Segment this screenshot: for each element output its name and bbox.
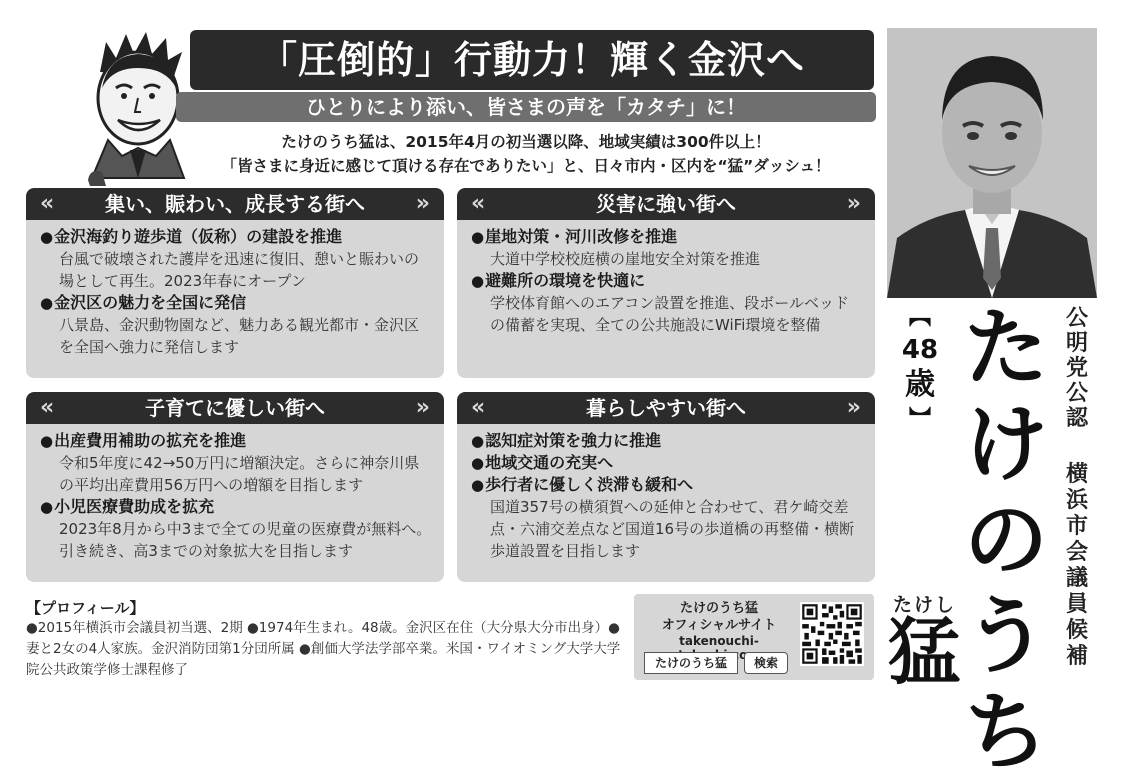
mascot-caricature (86, 28, 190, 188)
panel-title: 集い、賑わい、成長する街へ (105, 192, 365, 216)
bullet-icon: ● (40, 498, 54, 516)
policy-item-desc: 2023年8月から中3まで全ての児童の医療費が無料へ。引き続き、高3までの対象拡大を目指します (59, 520, 432, 560)
profile-text: ●2015年横浜市会議員初当選、2期 ●1974年生まれ。48歳。金沢区在住（大分県大分市出身）●妻と2女の4人家族。金沢消防団第1分団所属 ●創価大学法学部卒業。米国・ワイオミング大学大学院公共政策学修士課程修了 (26, 620, 621, 678)
bullet-icon: ● (471, 432, 485, 450)
policy-item-desc: 学校体育館へのエアコン設置を推進、段ボールベッドの備蓄を実現、全ての公共施設にWiFi環境を整備 (490, 294, 849, 334)
svg-text:︼: ︼ (908, 407, 932, 428)
bullet-icon: ● (40, 294, 54, 312)
age-number: 48 (901, 335, 939, 365)
chevron-left-icon: « (40, 395, 49, 420)
qr-code-icon[interactable] (800, 602, 864, 666)
policy-panel-childcare (26, 392, 444, 582)
chevron-left-icon: « (40, 191, 49, 216)
chevron-left-icon: « (471, 395, 480, 420)
policy-item-desc: 大道中学校校庭横の崖地安全対策を推進 (490, 250, 761, 268)
policy-item-title: ●小児医療費助成を拡充 (40, 497, 215, 516)
policy-item-desc: 令和5年度に42→50万円に増額決定。さらに神奈川県の平均出産費用56万円への増額を目指します (59, 454, 420, 494)
policy-item-title: ●避難所の環境を快適に (471, 271, 646, 290)
policy-item-desc: 台風で破壊された護岸を迅速に復旧、憩いと賑わいの場として再生。2023年春にオープン (59, 250, 420, 290)
bullet-icon: ● (471, 272, 485, 290)
policy-panel-living (457, 392, 875, 582)
bullet-icon: ● (40, 228, 54, 246)
svg-text:︻: ︻ (908, 308, 932, 330)
search-button[interactable]: 検索 (744, 652, 788, 674)
policy-item-title: ●地域交通の充実へ (471, 453, 614, 472)
subheadline-banner: ひとりにより添い、皆さまの声を「カタチ」に！ (176, 92, 876, 122)
intro-line-1: たけのうち猛は、2015年4月の初当選以降、地域実績は300件以上！ (281, 133, 771, 151)
policy-panel-gathering (26, 188, 444, 378)
site-url-link[interactable]: takenouchi- (679, 634, 759, 648)
policy-item-desc: 国道357号の横須賀への延伸と合わせて、君ケ崎交差点・六浦交差点など国道16号の歩道橋の再整備・横断歩道設置を目指します (490, 498, 855, 560)
intro-text (176, 130, 876, 178)
panel-header (26, 188, 444, 220)
policy-item-desc: 八景島、金沢動物園など、魅力ある観光都市・金沢区を全国へ強力に発信します (59, 316, 420, 356)
policy-item-title: ●歩行者に優しく渋滞も緩和へ (471, 475, 694, 494)
policy-item-title: ●認知症対策を強力に推進 (471, 431, 662, 450)
bullet-icon: ● (471, 476, 485, 494)
age-unit: 歳 (905, 367, 935, 402)
profile-title: 【プロフィール】 (26, 599, 145, 617)
party-endorsement: 公 明 党 公 認 (1065, 306, 1088, 431)
candidate-surname: た け の う ち (963, 299, 1048, 781)
panel-header (26, 392, 444, 424)
policy-item-title: ●崖地対策・河川改修を推進 (471, 227, 678, 246)
policy-item-title: ●金沢海釣り遊歩道（仮称）の建設を推進 (40, 227, 343, 246)
age-badge (897, 308, 943, 428)
panel-title: 暮らしやすい街へ (586, 396, 746, 420)
policy-item-title: ●金沢区の魅力を全国に発信 (40, 293, 247, 312)
candidate-given-name: 猛 (888, 610, 961, 694)
bullet-icon: ● (471, 454, 485, 472)
panel-header (457, 188, 875, 220)
policy-item-title: ●出産費用補助の拡充を推進 (40, 431, 247, 450)
intro-line-2: 「皆さまに身近に感じて頂ける存在でありたい」と、日々市内・区内を“猛”ダッシュ！ (221, 157, 831, 175)
chevron-right-icon: » (846, 395, 855, 420)
policy-panel-disaster (457, 188, 875, 378)
headline-banner: 「圧倒的」行動力！輝く金沢へ (190, 30, 874, 90)
site-name: たけのうち猛 (679, 601, 758, 616)
site-subtitle: オフィシャルサイト (661, 618, 777, 633)
panel-title: 子育てに優しい街へ (145, 396, 325, 420)
bullet-icon: ● (471, 228, 485, 246)
chevron-right-icon: » (415, 395, 424, 420)
panel-title: 災害に強い街へ (596, 192, 736, 216)
given-name-reading: たけし (893, 594, 957, 616)
search-input[interactable]: たけのうち猛 (644, 652, 738, 674)
candidacy-title: 横 浜 市 会 議 員 候 補 (1065, 462, 1088, 669)
chevron-right-icon: » (846, 191, 855, 216)
website-box (634, 594, 874, 680)
panel-header (457, 392, 875, 424)
bullet-icon: ● (40, 432, 54, 450)
chevron-right-icon: » (415, 191, 424, 216)
candidate-photo (887, 28, 1097, 298)
chevron-left-icon: « (471, 191, 480, 216)
